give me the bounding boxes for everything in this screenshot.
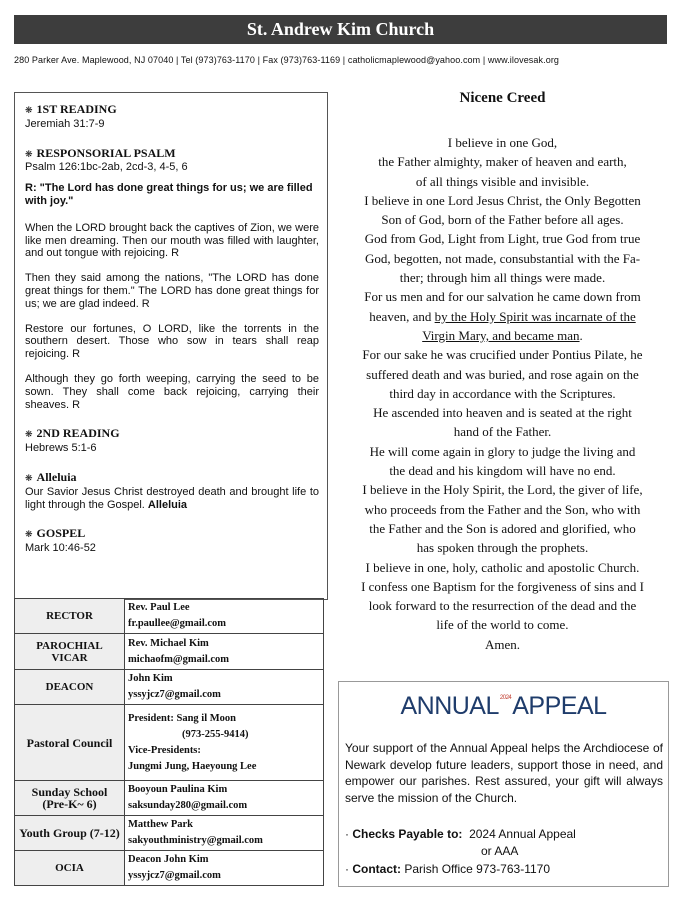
annual-appeal-logo: $ANNUAL^{2024}APPEAL$	[400, 692, 607, 720]
alleluia-heading: ❋ Alleluia	[25, 469, 77, 484]
staff-info: Deacon John Kim yssyjcz7@gmail.com	[125, 851, 324, 886]
psalm-verse: When the LORD brought back the captives of Zion, we were like men dreaming. Then our mouth was filled with laughter, and out tongue with rejoicing. R	[25, 221, 319, 260]
church-name-banner: St. Andrew Kim Church	[14, 15, 667, 44]
gospel-heading: ❋ GOSPEL	[25, 526, 86, 541]
checks-payable-line: · Checks Payable to: 2024 Annual Appeal	[345, 827, 576, 841]
staff-info: Rev. Paul Lee fr.paullee@gmail.com	[125, 599, 324, 634]
flower-bullet-icon: ❋	[25, 530, 33, 541]
table-row	[15, 705, 324, 781]
psalm-verse: Restore our fortunes, O LORD, like the torrents in the southern desert. Those who sow in tears shall reap rejoicing. R	[25, 322, 319, 361]
checks-payable-alt: or AAA	[481, 844, 519, 858]
first-reading-heading: ❋ 1ST READING	[25, 102, 117, 116]
readings-box	[14, 92, 328, 600]
staff-role: PAROCHIAL VICAR	[15, 634, 125, 670]
contact-line: 280 Parker Ave. Maplewood, NJ 07040 | Tel (973)763-1170 | Fax (973)763-1169 | catholicmaplewood@yahoo.com | www.ilovesak.org	[14, 55, 560, 65]
staff-role: Youth Group (7-12)	[15, 816, 125, 851]
table-row	[15, 781, 324, 816]
staff-table	[14, 598, 324, 886]
psalm-verse: Although they go forth weeping, carrying the seed to be sown. They shall come back rejoicing, carrying their sheaves. R	[25, 372, 319, 411]
table-row	[15, 816, 324, 851]
psalm-response: R: "The Lord has done great things for us; we are filled with joy."	[25, 182, 313, 207]
staff-info: Rev. Michael Kim michaofm@gmail.com	[125, 634, 324, 670]
table-row	[15, 851, 324, 886]
psalm-ref: Psalm 126:1bc-2ab, 2cd-3, 4-5, 6	[25, 161, 188, 174]
first-reading-ref: Jeremiah 31:7-9	[25, 117, 105, 130]
staff-role: OCIA	[15, 851, 125, 886]
flower-bullet-icon: ❋	[25, 149, 33, 160]
annual-appeal-box	[338, 681, 669, 887]
flower-bullet-icon: ❋	[25, 430, 33, 441]
appeal-contact-line: · Contact: Parish Office 973-763-1170	[345, 862, 551, 876]
psalm-heading: ❋ RESPONSORIAL PSALM	[25, 145, 176, 160]
table-row	[15, 670, 324, 705]
creed-text: I believe in one God, the Father almighty, maker of heaven and earth, of all things visible and invisible. I believe in one Lord Jesus Christ, the Only Begotten Son of God, born of the Father before all ages. God from God, Light from Light, true God from true God, begotten, not made, consubstantial with the Fa- ther; through him all things were made. For us men and for our salvation he came down from heaven, and by the Holy Spirit was incarnate of the Virgin Mary, and became man. For our sake he was crucified under Pontius Pilate, he suffered death and was buried, and rose again on the third day in accordance with the Scriptures. He ascended into heaven and is seated at the right hand of the Father. He will come again in glory to judge the living and the dead and his kingdom will have no end. I believe in the Holy Spirit, the Lord, the giver of life, who proceeds from the Father and the Son, who with the Father and the Son is adored and glorified, who has spoken through the prophets. I believe in one, holy, catholic and apostolic Church. I confess one Baptism for the forgiveness of sins and I look forward to the resurrection of the dead and the life of the world to come. Amen.	[361, 135, 644, 652]
flower-bullet-icon: ❋	[25, 106, 33, 116]
staff-info: Booyoun Paulina Kim saksunday280@gmail.com	[125, 781, 324, 816]
alleluia-text: Our Savior Jesus Christ destroyed death and brought life to light through the Gospel. Alleluia	[25, 485, 319, 511]
staff-role: RECTOR	[15, 599, 125, 634]
table-row	[15, 634, 324, 670]
staff-role: Sunday School (Pre-K~ 6)	[15, 781, 125, 816]
staff-info: Matthew Park sakyouthministry@gmail.com	[125, 816, 324, 851]
staff-info: John Kim yssyjcz7@gmail.com	[125, 670, 324, 705]
second-reading-ref: Hebrews 5:1-6	[25, 442, 97, 455]
staff-info: President: Sang il Moon (973-255-9414) Vice-Presidents: Jungmi Jung, Haeyoung Lee	[125, 705, 324, 781]
staff-role: Pastoral Council	[15, 705, 125, 781]
table-row	[15, 599, 324, 634]
creed-title: Nicene Creed	[459, 90, 546, 106]
appeal-description: Your support of the Annual Appeal helps the Archdiocese of Newark develop future leaders, support those in need, and empower our parishes. Rest assured, your gift will always serve the mission of the Church.	[345, 741, 663, 805]
psalm-verse: Then they said among the nations, "The LORD has done great things for them." The LORD has done great things for us; we are glad indeed. R	[25, 272, 319, 310]
flower-bullet-icon: ❋	[25, 473, 33, 484]
staff-role: DEACON	[15, 670, 125, 705]
second-reading-heading: ❋ 2ND READING	[25, 426, 120, 441]
gospel-ref: Mark 10:46-52	[25, 542, 96, 555]
